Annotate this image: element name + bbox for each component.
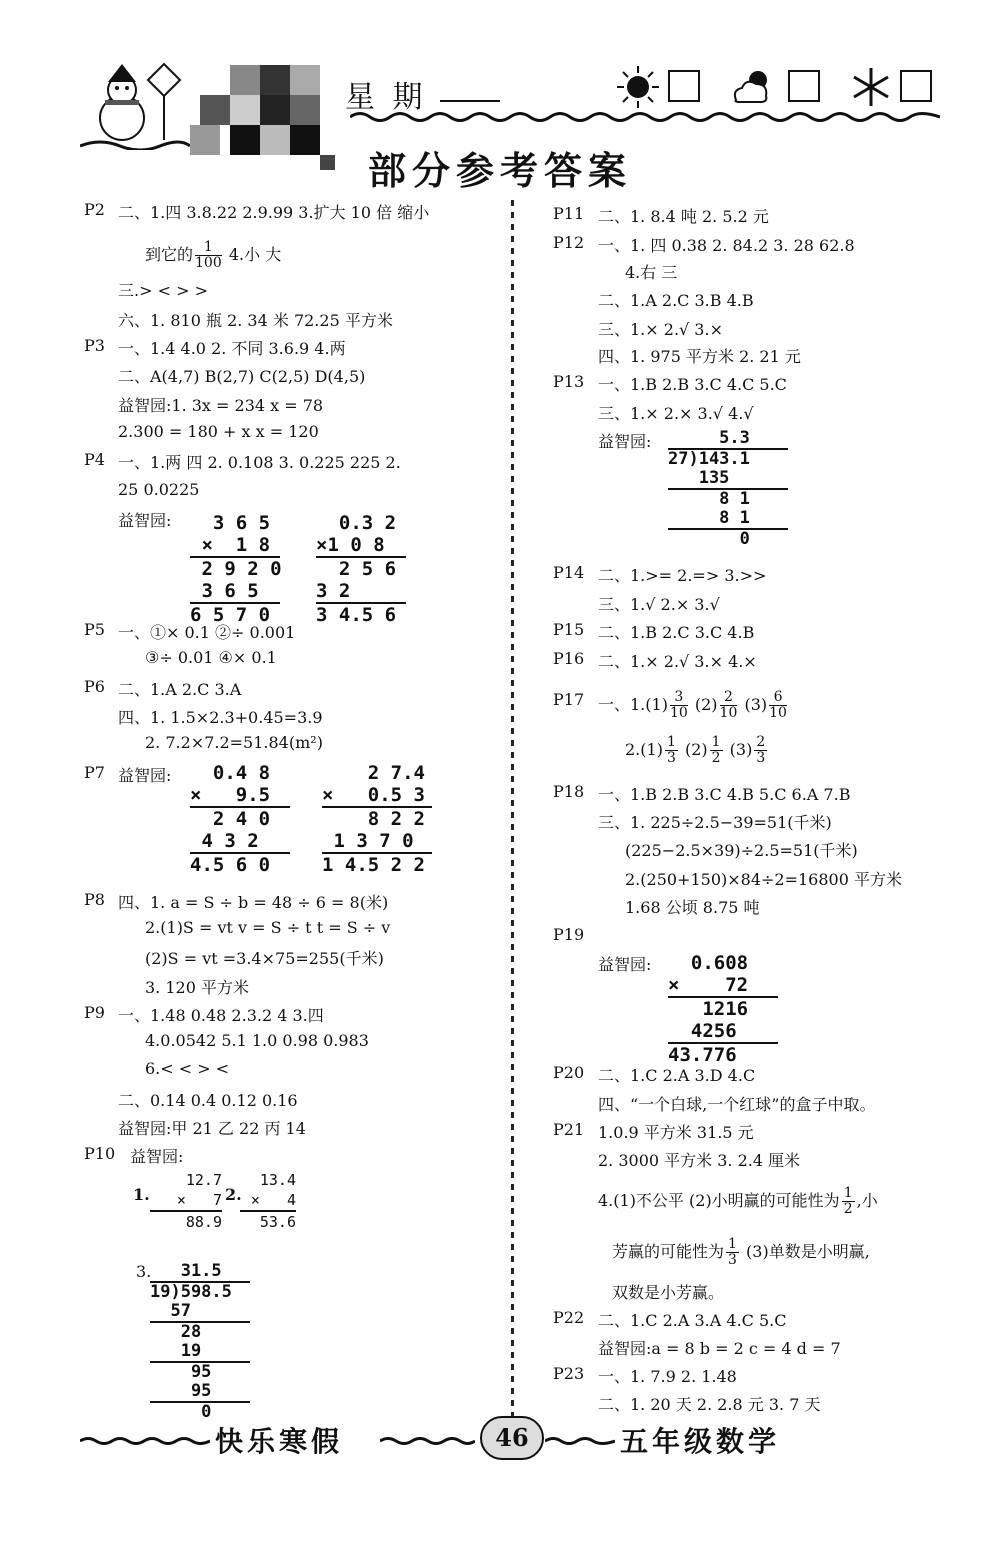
footer-ornament-mid-right [545, 1436, 615, 1446]
answer-line: 三、1. 225÷2.5−39=51(千米) [598, 813, 832, 832]
answer-line: 一、1.两 四 2. 0.108 3. 0.225 225 2. [118, 453, 401, 472]
answer-line: 2.(250+150)×84÷2=16800 平方米 [625, 870, 902, 889]
page-ref: P8 [84, 890, 105, 909]
answer-line: 益智园: [598, 955, 652, 974]
calc-p4-b: 0.3 2 ×1 0 8 2 5 6 3 2 3 4.5 6 [316, 512, 406, 626]
answer-line: 一、1. 7.9 2. 1.48 [598, 1367, 737, 1386]
answer-line: 二、1.C 2.A 3.A 4.C 5.C [598, 1311, 787, 1330]
item-label: 1. [133, 1185, 150, 1204]
answer-line: 三、1.× 2.√ 3.× [598, 320, 723, 339]
page-ref: P6 [84, 677, 105, 696]
answer-line: 益智园: [598, 432, 652, 451]
calc-p7-a: 0.4 8 × 9.5 2 4 0 4 3 2 4.5 6 0 [190, 762, 290, 876]
page-ref: P11 [553, 204, 585, 223]
answer-line: 二、1.C 2.A 3.D 4.C [598, 1066, 756, 1085]
page-ref: P16 [553, 649, 585, 668]
answer-line: 三、1.× 2.× 3.√ 4.√ [598, 404, 754, 423]
item-label: 2. [225, 1185, 242, 1204]
answer-line: 4.右 三 [625, 263, 678, 282]
sun-icon [615, 64, 661, 110]
calc-p10-2: 13.4 × 4 53.6 [240, 1170, 296, 1232]
answer-line: 2.(1) $\frac{1}{3}$ (2) $\frac{1}{2}$ (3) $\frac{2}{3}$ [625, 734, 766, 766]
page-ref: P19 [553, 925, 585, 944]
answer-line: 六、1. 810 瓶 2. 34 米 72.25 平方米 [118, 311, 393, 330]
answer-line: 二、1.× 2.√ 3.× 4.× [598, 652, 757, 671]
answer-line: 3. 120 平方米 [145, 978, 249, 997]
page-ref: P18 [553, 782, 585, 801]
page-ref: P21 [553, 1120, 585, 1139]
item-label: 3. [136, 1262, 152, 1281]
answer-line: 三、1.√ 2.× 3.√ [598, 595, 720, 614]
week-label: 星 期 [345, 80, 427, 115]
answer-line: 一、1.B 2.B 3.C 4.B 5.C 6.A 7.B [598, 785, 851, 804]
answer-line: (2)S = vt =3.4×75=255(千米) [145, 949, 384, 968]
answer-line: 2. 7.2×7.2=51.84(m²) [145, 733, 323, 752]
answer-line: (225−2.5×39)÷2.5=51(千米) [625, 841, 858, 860]
page-number: 46 [480, 1416, 544, 1460]
answer-line: 双数是小芳赢。 [612, 1283, 725, 1302]
answer-line: 益智园: [118, 766, 172, 785]
page-ref: P23 [553, 1364, 585, 1383]
cloudy-checkbox[interactable] [788, 70, 820, 102]
answer-line: 一、1.B 2.B 3.C 4.C 5.C [598, 375, 787, 394]
answer-line: 二、0.14 0.4 0.12 0.16 [118, 1091, 298, 1110]
answer-line: 4.0.0542 5.1 1.0 0.98 0.983 [145, 1031, 369, 1050]
answer-line: 二、1. 8.4 吨 2. 5.2 元 [598, 207, 769, 226]
answer-line: 一、1.4 4.0 2. 不同 3.6.9 4.两 [118, 339, 346, 358]
answer-line: 二、1.四 3.8.22 2.9.99 3.扩大 10 倍 缩小 [118, 203, 430, 222]
fraction: $\frac{1}{100}$ [195, 239, 222, 271]
sunny-checkbox[interactable] [668, 70, 700, 102]
page-ref: P9 [84, 1003, 105, 1022]
page-ref: P15 [553, 620, 585, 639]
calc-p10-3: 31.5 19)598.5 57 28 19 95 95 0 [150, 1262, 250, 1422]
page-ref: P13 [553, 372, 585, 391]
answer-line: 二、1.A 2.C 3.B 4.B [598, 291, 754, 310]
footer-grade-subject: 五年级数学 [620, 1425, 781, 1458]
page-ref: P14 [553, 563, 585, 582]
answer-line: 1.68 公顷 8.75 吨 [625, 898, 760, 917]
answer-line: 四、1. 1.5×2.3+0.45=3.9 [118, 708, 323, 727]
snowflake-icon [848, 64, 894, 110]
calc-p10-1: 12.7 × 7 88.9 [150, 1170, 222, 1232]
answer-line: 6.< < > < [145, 1059, 230, 1078]
answer-line: 一、①× 0.1 ②÷ 0.001 [118, 623, 296, 642]
answer-line: 2.300 = 180 + x x = 120 [118, 422, 319, 441]
page-ref: P12 [553, 233, 585, 252]
answer-line: 一、1.(1) $\frac{3}{10}$ (2) $\frac{2}{10}$ (3) $\frac{6}{10}$ [598, 689, 787, 721]
answer-line: 四、1. 975 平方米 2. 21 元 [598, 347, 801, 366]
page-ref: P10 [84, 1144, 116, 1163]
answer-line: 二、1.B 2.C 3.C 4.B [598, 623, 755, 642]
footer-ornament-left [80, 1436, 210, 1446]
page-ref: P7 [84, 763, 105, 782]
answer-line: 一、1.48 0.48 2.3.2 4 3.四 [118, 1006, 324, 1025]
answer-line: 芳赢的可能性为 $\frac{1}{3}$ (3)单数是小明赢, [612, 1236, 870, 1268]
page-ref: P5 [84, 620, 105, 639]
answer-line: 四、“一个白球,一个红球”的盒子中取。 [598, 1095, 876, 1114]
page-ref: P2 [84, 200, 105, 219]
answer-line: 益智园:甲 21 乙 22 丙 14 [118, 1119, 306, 1138]
footer-ornament-mid-left [380, 1436, 475, 1446]
footer [80, 1410, 950, 1470]
calc-p4-a: 3 6 5 × 1 8 2 9 2 0 3 6 5 6 5 7 0 [190, 512, 282, 626]
answer-line: 二、A(4,7) B(2,7) C(2,5) D(4,5) [118, 367, 366, 386]
week-blank [440, 100, 500, 102]
snow-checkbox[interactable] [900, 70, 932, 102]
page-ref: P4 [84, 450, 105, 469]
answer-line: 益智园:a = 8 b = 2 c = 4 d = 7 [598, 1339, 841, 1358]
page-ref: P3 [84, 336, 105, 355]
partly-cloudy-icon [728, 64, 774, 110]
answer-line: 25 0.0225 [118, 480, 200, 499]
snowman-icon [80, 60, 190, 150]
column-divider [511, 200, 514, 1420]
page-ref: P20 [553, 1063, 585, 1082]
calc-p19: 0.608 × 72 1216 4256 43.776 [668, 952, 778, 1066]
header-ornament-line [350, 110, 940, 124]
answer-line: 2.(1)S = vt v = S ÷ t t = S ÷ v [145, 918, 391, 937]
answer-line: 4.(1)不公平 (2)小明赢的可能性为 $\frac{1}{2}$ ,小 [598, 1185, 878, 1217]
answer-line: 三.> < > > [118, 281, 208, 300]
answer-line: 1.0.9 平方米 31.5 元 [598, 1123, 754, 1142]
answer-line: 二、1.>= 2.=> 3.>> [598, 566, 767, 585]
answer-line: 益智园:1. 3x = 234 x = 78 [118, 396, 324, 415]
answer-line: 四、1. a = S ÷ b = 48 ÷ 6 = 8(米) [118, 893, 389, 912]
page-title: 部分参考答案 [367, 149, 632, 193]
answer-line: 二、1. 20 天 2. 2.8 元 3. 7 天 [598, 1395, 821, 1414]
calc-p7-b: 2 7.4 × 0.5 3 8 2 2 1 3 7 0 1 4.5 2 2 [322, 762, 432, 876]
answer-line: 益智园: [118, 511, 172, 530]
calc-p13: 5.3 27)143.1 135 8 1 8 1 0 [668, 429, 788, 549]
answer-line: 到它的 $\frac{1}{100}$ 4.小 大 [145, 239, 282, 271]
answer-line: ③÷ 0.01 ④× 0.1 [145, 648, 277, 667]
answer-line: 益智园: [130, 1147, 184, 1166]
footer-series-title: 快乐寒假 [215, 1425, 344, 1458]
page-ref: P17 [553, 690, 585, 709]
answer-line: 一、1. 四 0.38 2. 84.2 3. 28 62.8 [598, 236, 855, 255]
answer-line: 2. 3000 平方米 3. 2.4 厘米 [598, 1151, 801, 1170]
answer-line: 二、1.A 2.C 3.A [118, 680, 242, 699]
page-ref: P22 [553, 1308, 585, 1327]
